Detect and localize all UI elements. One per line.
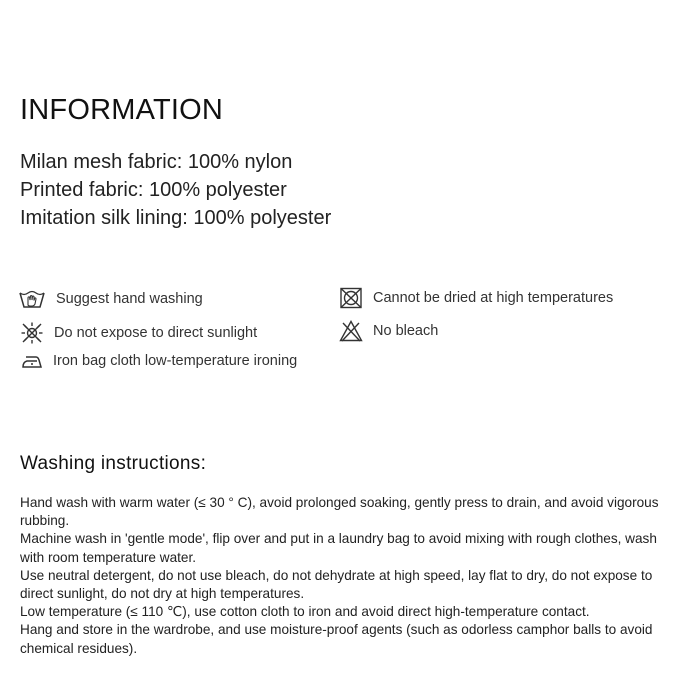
instruction-line: Use neutral detergent, do not use bleach, do not dehydrate at high speed, lay flat to dry, do not expose to direct sunlight, do not dry at high temperatures. [20, 567, 653, 602]
care-item-no-bleach [339, 320, 438, 342]
iron-icon [21, 352, 43, 370]
care-label: Cannot be dried at high temperatures [373, 290, 614, 306]
instruction-line: Machine wash in 'gentle mode', flip over and put in a laundry bag to avoid mixing with rough clothes, wash with room temperature water. [20, 531, 657, 565]
hand-wash-icon [18, 288, 46, 310]
care-item-no-tumble-dry [339, 287, 613, 309]
washing-instructions-heading: Washing instructions: [20, 453, 207, 474]
no-sunlight-icon [20, 321, 44, 345]
fabric-line-mesh: Milan mesh fabric: 100% nylon [20, 151, 293, 173]
instruction-line: Hang and store in the wardrobe, and use moisture-proof agents (such as odorless camphor balls to avoid chemical residues). [20, 622, 653, 656]
care-label: Suggest hand washing [56, 291, 203, 307]
care-label: Do not expose to direct sunlight [54, 325, 258, 341]
fabric-line-lining: Imitation silk lining: 100% polyester [20, 207, 332, 229]
instruction-line: Hand wash with warm water (≤ 30 ° C), avoid prolonged soaking, gently press to drain, and avoid vigorous rubbing. [20, 495, 659, 529]
care-item-iron [21, 352, 297, 370]
no-tumble-dry-icon [339, 287, 363, 309]
fabric-composition [20, 148, 331, 232]
care-item-no-sunlight [20, 321, 257, 345]
care-label: Iron bag cloth low-temperature ironing [53, 353, 298, 369]
care-item-hand-wash [18, 288, 203, 310]
fabric-line-printed: Printed fabric: 100% polyester [20, 179, 287, 201]
no-bleach-icon [339, 320, 363, 342]
information-heading: INFORMATION [20, 94, 224, 126]
instruction-line: Low temperature (≤ 110 ℃), use cotton cloth to iron and avoid direct high-temperature contact. [20, 604, 590, 620]
care-label: No bleach [373, 323, 439, 339]
washing-instructions-body [20, 494, 680, 658]
